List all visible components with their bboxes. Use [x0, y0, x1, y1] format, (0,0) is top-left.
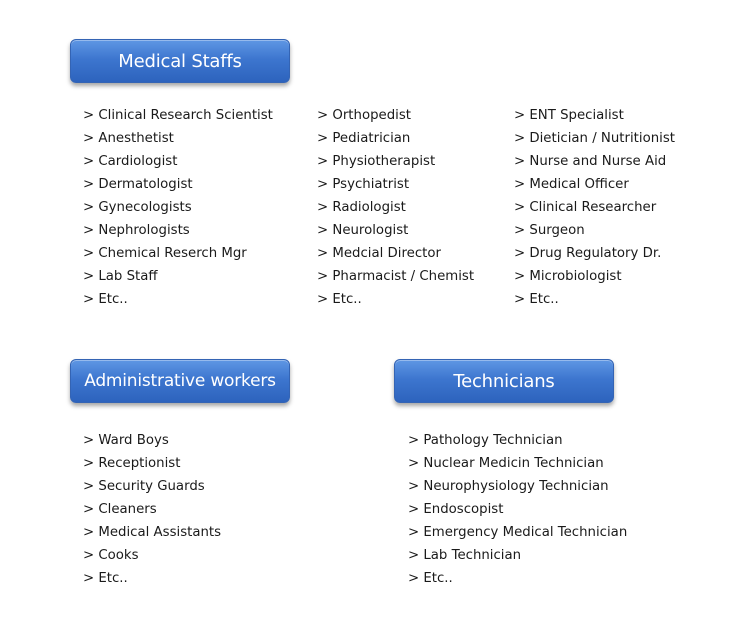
list-item: > Etc..	[514, 288, 675, 311]
list-item: > Anesthetist	[83, 127, 273, 150]
list-item: > Surgeon	[514, 219, 675, 242]
technicians-title: Technicians	[453, 370, 555, 392]
medical-staffs-list-col2	[317, 104, 474, 311]
list-item: > Cooks	[83, 544, 221, 567]
list-item: > Pathology Technician	[408, 429, 627, 452]
medical-staffs-list-col3	[514, 104, 675, 311]
technicians-header	[394, 359, 614, 403]
list-item: > Neurologist	[317, 219, 474, 242]
list-item: > Clinical Researcher	[514, 196, 675, 219]
list-item: > Clinical Research Scientist	[83, 104, 273, 127]
list-item: > Psychiatrist	[317, 173, 474, 196]
list-item: > Drug Regulatory Dr.	[514, 242, 675, 265]
list-item: > Medical Officer	[514, 173, 675, 196]
medical-staffs-title: Medical Staffs	[118, 50, 242, 72]
list-item: > Lab Staff	[83, 265, 273, 288]
list-item: > Pediatrician	[317, 127, 474, 150]
administrative-workers-header	[70, 359, 290, 403]
list-item: > Etc..	[83, 288, 273, 311]
list-item: > Cleaners	[83, 498, 221, 521]
list-item: > ENT Specialist	[514, 104, 675, 127]
list-item: > Medical Assistants	[83, 521, 221, 544]
administrative-workers-title: Administrative workers	[84, 371, 276, 391]
list-item: > Radiologist	[317, 196, 474, 219]
list-item: > Pharmacist / Chemist	[317, 265, 474, 288]
list-item: > Emergency Medical Technician	[408, 521, 627, 544]
list-item: > Receptionist	[83, 452, 221, 475]
list-item: > Cardiologist	[83, 150, 273, 173]
list-item: > Security Guards	[83, 475, 221, 498]
list-item: > Dermatologist	[83, 173, 273, 196]
list-item: > Microbiologist	[514, 265, 675, 288]
administrative-workers-list	[83, 429, 221, 590]
list-item: > Chemical Reserch Mgr	[83, 242, 273, 265]
list-item: > Endoscopist	[408, 498, 627, 521]
list-item: > Etc..	[408, 567, 627, 590]
list-item: > Orthopedist	[317, 104, 474, 127]
list-item: > Nurse and Nurse Aid	[514, 150, 675, 173]
list-item: > Neurophysiology Technician	[408, 475, 627, 498]
list-item: > Nephrologists	[83, 219, 273, 242]
list-item: > Dietician / Nutritionist	[514, 127, 675, 150]
list-item: > Etc..	[83, 567, 221, 590]
list-item: > Lab Technician	[408, 544, 627, 567]
list-item: > Gynecologists	[83, 196, 273, 219]
list-item: > Physiotherapist	[317, 150, 474, 173]
list-item: > Medcial Director	[317, 242, 474, 265]
medical-staffs-list-col1	[83, 104, 273, 311]
list-item: > Ward Boys	[83, 429, 221, 452]
list-item: > Etc..	[317, 288, 474, 311]
medical-staffs-header	[70, 39, 290, 83]
technicians-list	[408, 429, 627, 590]
list-item: > Nuclear Medicin Technician	[408, 452, 627, 475]
